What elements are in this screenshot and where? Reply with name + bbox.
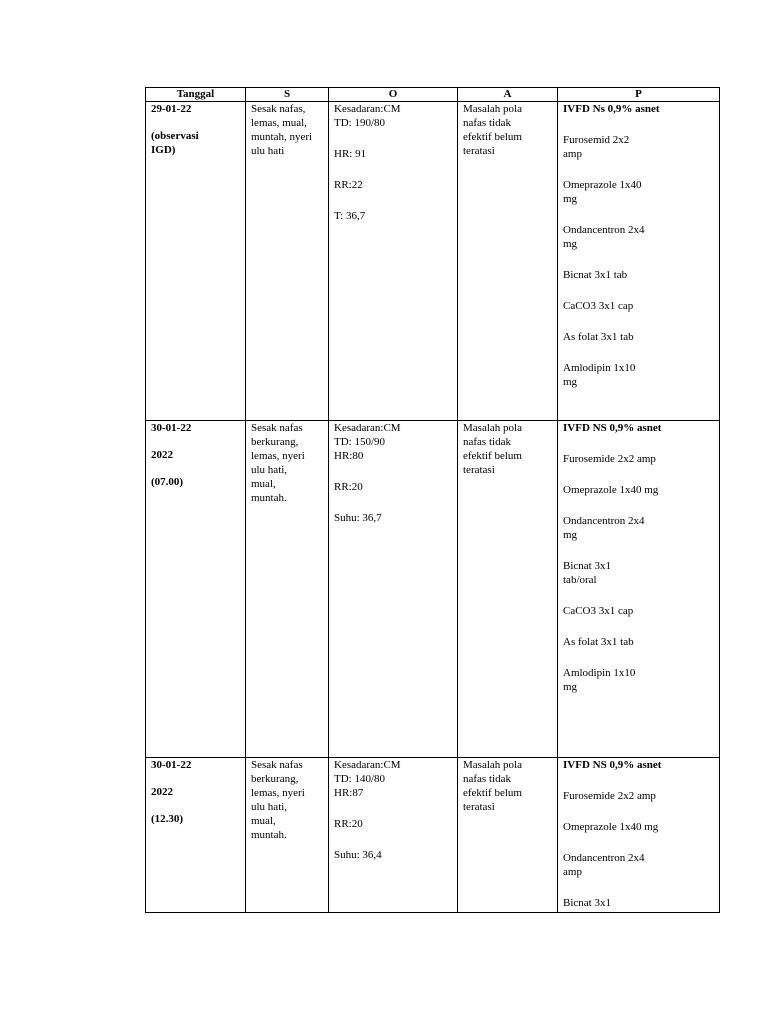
plan-medication-line: Omeprazole 1x40 mg	[563, 821, 659, 833]
date-line: 29-01-22	[151, 103, 192, 115]
header-s: S	[246, 88, 329, 102]
date-line: (observasi	[151, 130, 199, 142]
plan-medication	[563, 604, 714, 618]
date-line: (07.00)	[151, 476, 184, 488]
plan-medication-line: CaCO3 3x1 cap	[563, 300, 634, 312]
cell-line: lemas, mual,	[251, 117, 307, 129]
assessment-cell	[458, 421, 558, 758]
cell-line: ulu hati	[251, 145, 285, 157]
plan-medication-line: Bicnat 3x1	[563, 897, 611, 909]
date-line: 30-01-22	[151, 759, 192, 771]
date-line: 30-01-22	[151, 422, 192, 434]
plan-medication	[563, 635, 714, 649]
cell-line: efektif belum	[463, 131, 522, 143]
plan-medication-line: amp	[563, 866, 582, 878]
line-gap	[334, 831, 452, 848]
plan-medication-line: Omeprazole 1x40	[563, 179, 642, 191]
cell-line: Sesak nafas	[251, 759, 303, 771]
cell-line: Sesak nafas	[251, 422, 303, 434]
cell-line: TD: 140/80	[334, 773, 386, 785]
plan-medication	[563, 789, 714, 803]
table-row	[146, 102, 720, 421]
plan-medication-line: CaCO3 3x1 cap	[563, 605, 634, 617]
cell-line: nafas tidak	[463, 773, 511, 785]
plan-medication-line: Furosemid 2x2	[563, 134, 630, 146]
cell-line: nafas tidak	[463, 117, 511, 129]
plan-medication-line: mg	[563, 529, 578, 541]
cell-line: mual,	[251, 478, 276, 490]
line-gap	[334, 463, 452, 480]
objective-cell	[329, 102, 458, 421]
plan-medication-line: amp	[563, 148, 582, 160]
plan-medication	[563, 299, 714, 313]
plan-medication	[563, 330, 714, 344]
plan-medication-line: Amlodipin 1x10	[563, 667, 636, 679]
cell-line: Sesak nafas,	[251, 103, 306, 115]
plan-medication	[563, 452, 714, 466]
line-gap	[151, 435, 240, 448]
cell-line: RR:20	[334, 481, 363, 493]
line-gap	[151, 116, 240, 129]
cell-line: muntah.	[251, 492, 287, 504]
plan-medication-line: mg	[563, 681, 578, 693]
date-cell	[146, 102, 246, 421]
cell-line: HR:80	[334, 450, 364, 462]
header-tanggal: Tanggal	[146, 88, 246, 102]
date-line: 2022	[151, 449, 173, 461]
header-a: A	[458, 88, 558, 102]
cell-line: berkurang,	[251, 436, 299, 448]
plan-medication	[563, 483, 714, 497]
plan-medication	[563, 361, 714, 389]
cell-line: teratasi	[463, 464, 495, 476]
cell-line: TD: 190/80	[334, 117, 386, 129]
assessment-cell	[458, 102, 558, 421]
table-row	[146, 421, 720, 758]
line-gap	[334, 494, 452, 511]
plan-cell	[558, 102, 720, 421]
plan-medication	[563, 268, 714, 282]
date-line: (12.30)	[151, 813, 184, 825]
date-line: 2022	[151, 786, 173, 798]
plan-medication-line: Furosemide 2x2 amp	[563, 790, 656, 802]
table-header-row	[146, 88, 720, 102]
plan-medication-line: Bicnat 3x1	[563, 560, 611, 572]
cell-line: RR:22	[334, 179, 363, 191]
line-gap	[334, 130, 452, 147]
plan-medication-line: Amlodipin 1x10	[563, 362, 636, 374]
line-gap	[334, 800, 452, 817]
plan-medication	[563, 896, 714, 910]
header-o: O	[329, 88, 458, 102]
cell-line: Kesadaran:CM	[334, 422, 401, 434]
line-gap	[151, 462, 240, 475]
plan-medication-line: Bicnat 3x1 tab	[563, 269, 628, 281]
subjective-cell	[246, 421, 329, 758]
cell-line: Suhu: 36,4	[334, 849, 382, 861]
cell-line: Kesadaran:CM	[334, 759, 401, 771]
cell-line: HR:87	[334, 787, 364, 799]
cell-line: nafas tidak	[463, 436, 511, 448]
plan-medication	[563, 820, 714, 834]
plan-medication-line: tab/oral	[563, 574, 597, 586]
plan-medication	[563, 666, 714, 694]
cell-line: ulu hati,	[251, 801, 288, 813]
objective-cell	[329, 758, 458, 913]
plan-medication-line: Ondancentron 2x4	[563, 224, 645, 236]
plan-medication-line: As folat 3x1 tab	[563, 331, 634, 343]
plan-medication	[563, 133, 714, 161]
cell-line: Suhu: 36,7	[334, 512, 382, 524]
table-row	[146, 758, 720, 913]
assessment-cell	[458, 758, 558, 913]
line-gap	[334, 161, 452, 178]
plan-infusion: IVFD NS 0,9% asnet	[563, 759, 662, 771]
plan-medication	[563, 223, 714, 251]
plan-medication-line: Ondancentron 2x4	[563, 852, 645, 864]
plan-cell	[558, 758, 720, 913]
cell-line: berkurang,	[251, 773, 299, 785]
subjective-cell	[246, 102, 329, 421]
plan-medication	[563, 514, 714, 542]
plan-medication-line: Ondancentron 2x4	[563, 515, 645, 527]
plan-medication-line: mg	[563, 376, 578, 388]
cell-line: Masalah pola	[463, 759, 522, 771]
plan-cell	[558, 421, 720, 758]
cell-line: lemas, nyeri	[251, 787, 305, 799]
line-gap	[151, 799, 240, 812]
cell-line: T: 36,7	[334, 210, 366, 222]
plan-medication	[563, 559, 714, 587]
cell-line: TD: 150/90	[334, 436, 386, 448]
cell-line: ulu hati,	[251, 464, 288, 476]
cell-line: HR: 91	[334, 148, 367, 160]
plan-medication-line: Furosemide 2x2 amp	[563, 453, 656, 465]
soap-progress-table	[145, 87, 720, 913]
line-gap	[151, 772, 240, 785]
cell-line: teratasi	[463, 145, 495, 157]
cell-line: efektif belum	[463, 787, 522, 799]
cell-line: muntah, nyeri	[251, 131, 313, 143]
cell-line: Masalah pola	[463, 422, 522, 434]
plan-medication	[563, 178, 714, 206]
plan-medication-line: As folat 3x1 tab	[563, 636, 634, 648]
plan-medication	[563, 851, 714, 879]
cell-line: RR:20	[334, 818, 363, 830]
plan-medication-line: mg	[563, 238, 578, 250]
cell-line: lemas, nyeri	[251, 450, 305, 462]
plan-medication-line: Omeprazole 1x40 mg	[563, 484, 659, 496]
header-p: P	[558, 88, 720, 102]
line-gap	[334, 192, 452, 209]
date-line: IGD)	[151, 144, 176, 156]
cell-line: muntah.	[251, 829, 287, 841]
cell-line: efektif belum	[463, 450, 522, 462]
cell-line: teratasi	[463, 801, 495, 813]
subjective-cell	[246, 758, 329, 913]
cell-line: mual,	[251, 815, 276, 827]
objective-cell	[329, 421, 458, 758]
plan-infusion: IVFD NS 0,9% asnet	[563, 422, 662, 434]
date-cell	[146, 421, 246, 758]
cell-line: Masalah pola	[463, 103, 522, 115]
date-cell	[146, 758, 246, 913]
cell-line: Kesadaran:CM	[334, 103, 401, 115]
plan-medication-line: mg	[563, 193, 578, 205]
plan-infusion: IVFD Ns 0,9% asnet	[563, 103, 660, 115]
